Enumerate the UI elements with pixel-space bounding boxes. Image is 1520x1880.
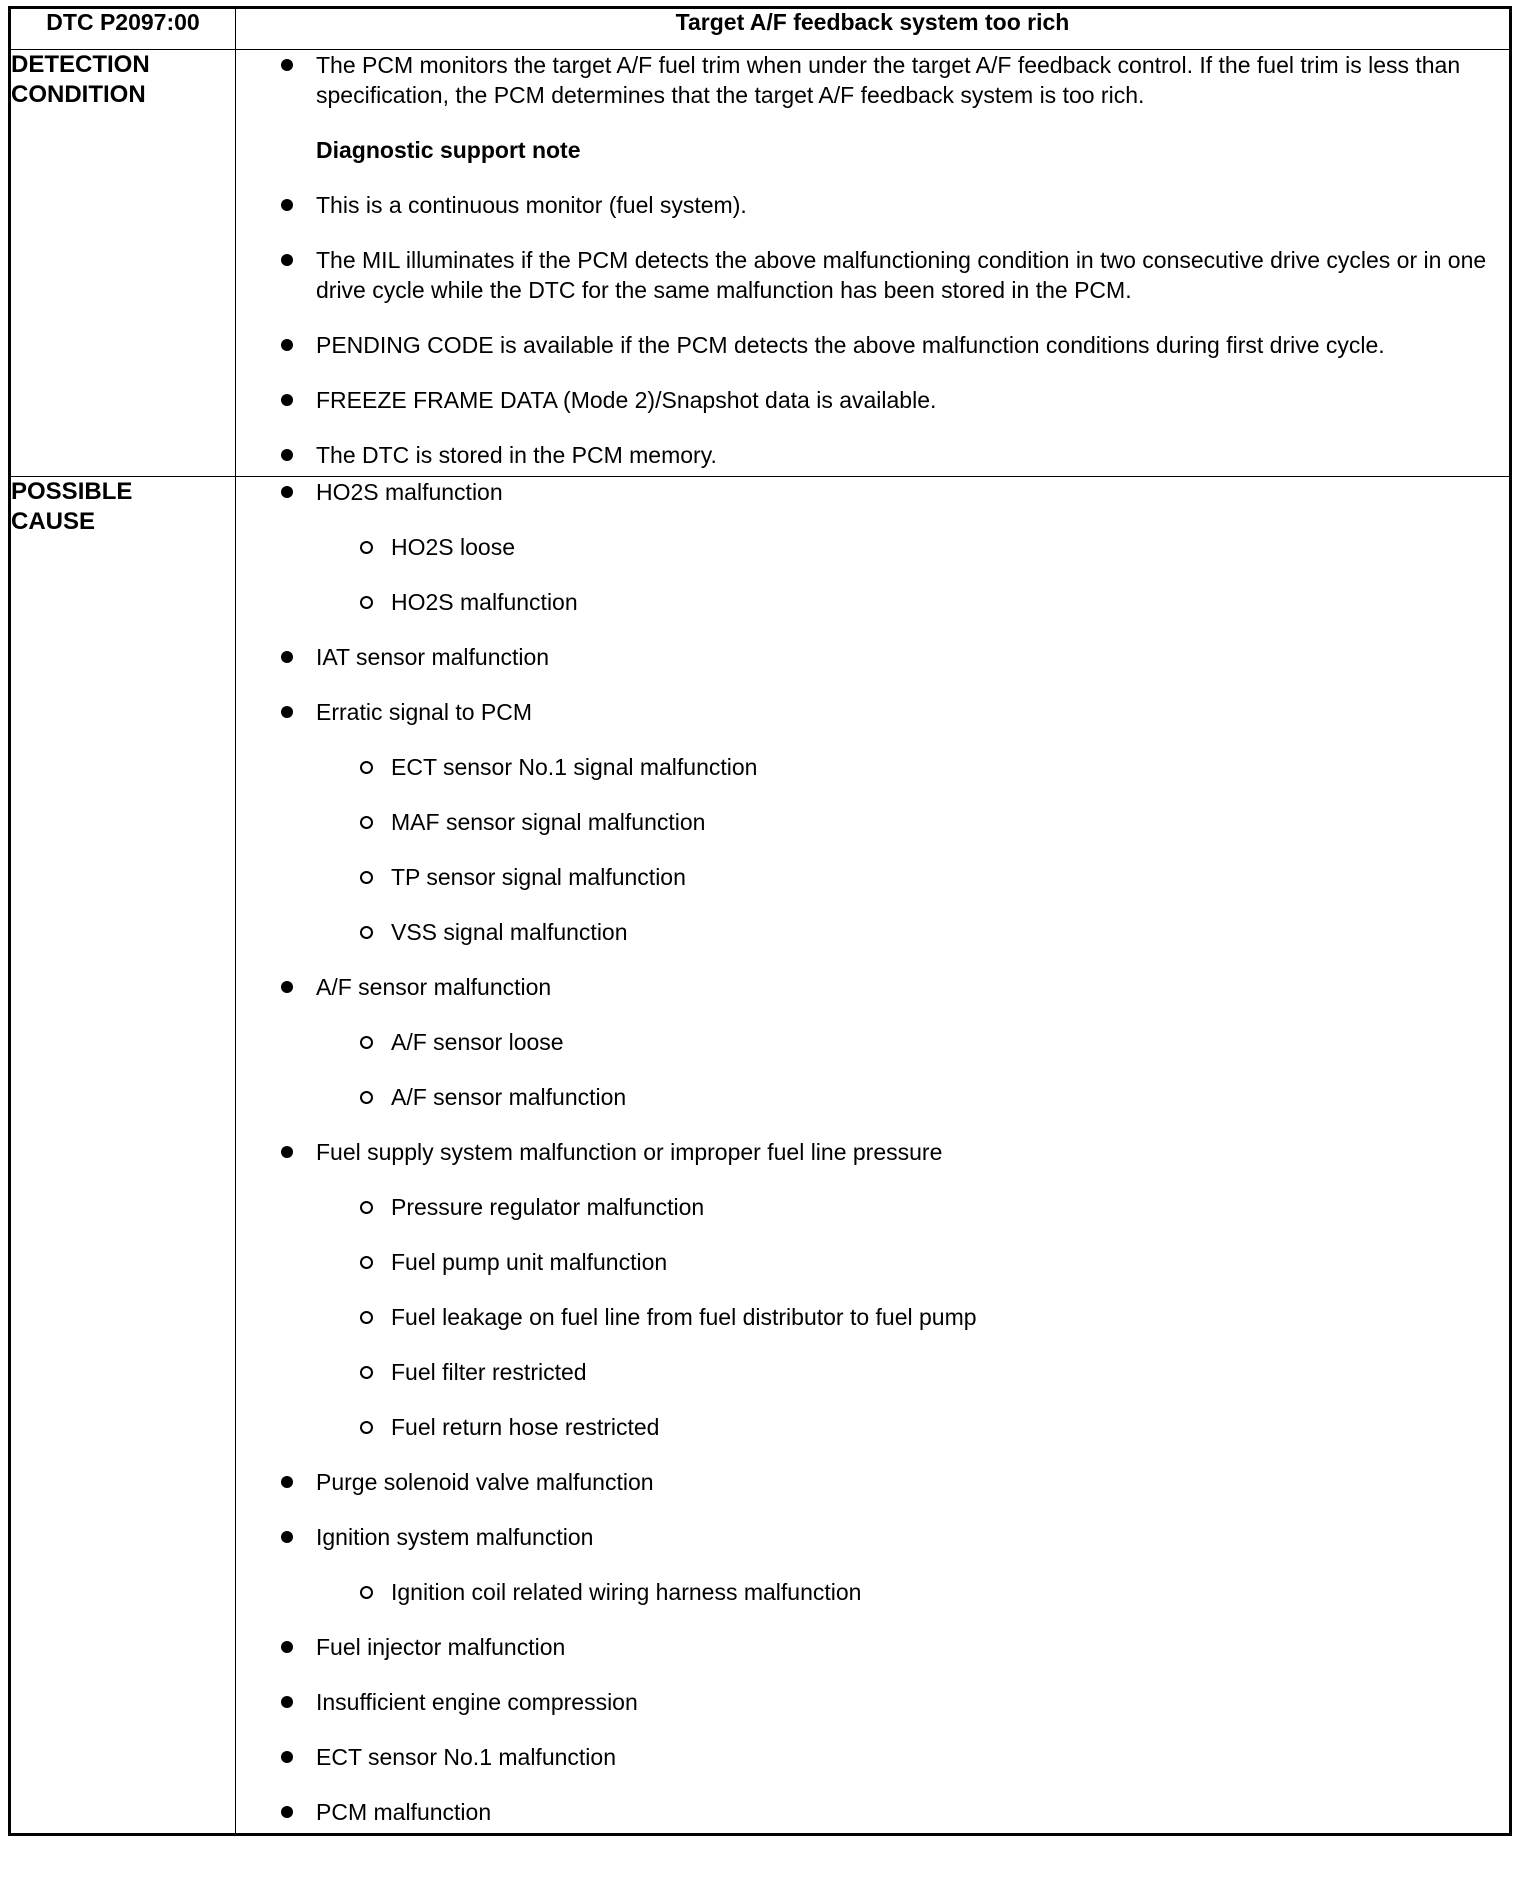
sub-list-item: HO2S malfunction [236, 587, 1509, 617]
list-item: Fuel supply system malfunction or improper fuel line pressure [236, 1137, 1509, 1167]
list-item: HO2S malfunction [236, 477, 1509, 507]
list-item: Erratic signal to PCM [236, 697, 1509, 727]
sub-list-item: TP sensor signal malfunction [236, 862, 1509, 892]
dtc-code: DTC P2097:00 [10, 8, 236, 50]
detection-label-line: CONDITION [11, 81, 146, 108]
list-item: The DTC is stored in the PCM memory. [236, 440, 1509, 470]
detection-condition-content [236, 50, 1511, 477]
dtc-table [8, 6, 1512, 1836]
list-item: PCM malfunction [236, 1797, 1509, 1827]
sub-list-item: Ignition coil related wiring harness malfunction [236, 1577, 1509, 1607]
list-item: Fuel injector malfunction [236, 1632, 1509, 1662]
list-item: PENDING CODE is available if the PCM detects the above malfunction conditions during first drive cycle. [236, 330, 1509, 360]
header-row [10, 8, 1511, 50]
sub-list-item: Fuel pump unit malfunction [236, 1247, 1509, 1277]
list-item: FREEZE FRAME DATA (Mode 2)/Snapshot data is available. [236, 385, 1509, 415]
sub-list-item: ECT sensor No.1 signal malfunction [236, 752, 1509, 782]
list-item: ECT sensor No.1 malfunction [236, 1742, 1509, 1772]
dtc-title: Target A/F feedback system too rich [236, 8, 1511, 50]
list-item: This is a continuous monitor (fuel system). [236, 190, 1509, 220]
sub-list-item: A/F sensor malfunction [236, 1082, 1509, 1112]
possible-cause-label-line: CAUSE [11, 508, 96, 535]
sub-list-item: Pressure regulator malfunction [236, 1192, 1509, 1222]
possible-cause-label-line: POSSIBLE [11, 478, 133, 505]
detection-label-line: DETECTION [11, 51, 150, 78]
sub-list-item: A/F sensor loose [236, 1027, 1509, 1057]
list-item: Insufficient engine compression [236, 1687, 1509, 1717]
diagnostic-support-note-heading: Diagnostic support note [316, 137, 581, 163]
sub-list-item: VSS signal malfunction [236, 917, 1509, 947]
list-item: The MIL illuminates if the PCM detects the above malfunctioning condition in two consecutive drive cycles or in one drive cycle while the DTC for the same malfunction has been stored in the PCM. [236, 245, 1509, 305]
list-item: IAT sensor malfunction [236, 642, 1509, 672]
sub-list-item: Fuel return hose restricted [236, 1412, 1509, 1442]
detection-row [10, 50, 1511, 477]
list-item: Purge solenoid valve malfunction [236, 1467, 1509, 1497]
sub-list-item: HO2S loose [236, 532, 1509, 562]
sub-list-item: Fuel filter restricted [236, 1357, 1509, 1387]
possible-cause-label [10, 477, 236, 1835]
list-item: A/F sensor malfunction [236, 972, 1509, 1002]
possible-cause-content [236, 477, 1511, 1835]
possible-cause-row [10, 477, 1511, 1835]
sub-list-item: Fuel leakage on fuel line from fuel distributor to fuel pump [236, 1302, 1509, 1332]
list-item: Ignition system malfunction [236, 1522, 1509, 1552]
detection-condition-label [10, 50, 236, 477]
sub-list-item: MAF sensor signal malfunction [236, 807, 1509, 837]
list-item: The PCM monitors the target A/F fuel trim when under the target A/F feedback control. If the fuel trim is less than specification, the PCM determines that the target A/F feedback system is too rich. [236, 50, 1509, 110]
